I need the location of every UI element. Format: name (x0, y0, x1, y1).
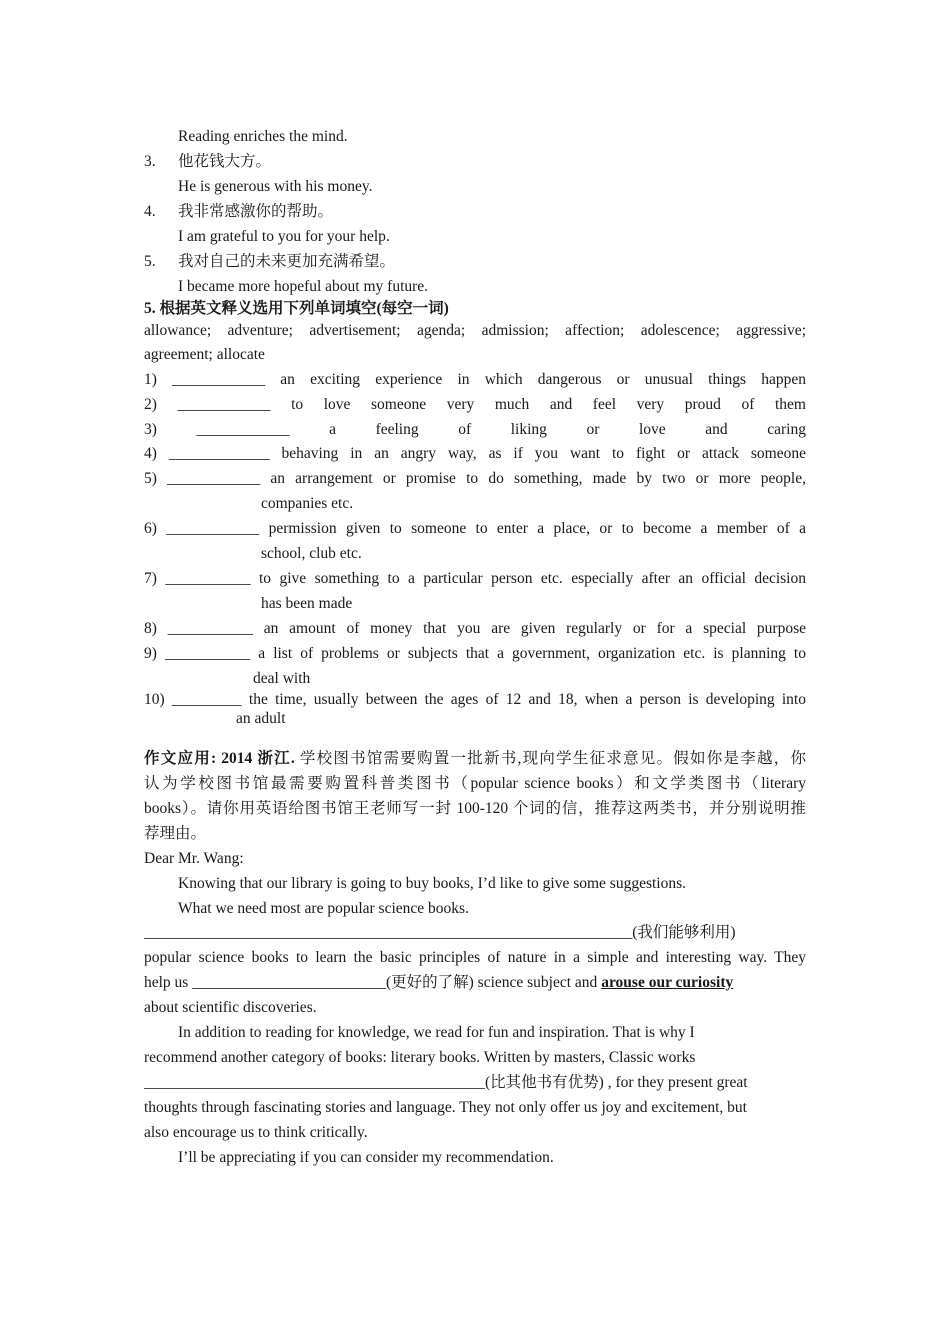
translation-item (0, 199, 950, 224)
writing-prompt-line2: 认为学校图书馆最需要购置科普类图书（popular science books）和文学类图书（literary (144, 775, 806, 792)
translation-item (0, 149, 950, 174)
item-number: 3. (144, 153, 156, 170)
letter-paragraph: about scientific discoveries. (144, 999, 317, 1016)
letter-paragraph: recommend another category of books: literary books. Written by masters, Classic works (144, 1049, 696, 1066)
letter-paragraph: help us _________________________(更好的了解) science subject and arouse our curiosity (144, 974, 734, 991)
vocab-item: 5) ____________ an arrangement or promise to do something, made by two or more people, (144, 470, 806, 487)
translation-prev-english: Reading enriches the mind. (178, 128, 348, 145)
letter-paragraph: also encourage us to think critically. (144, 1124, 368, 1141)
vocab-item: 3) ____________ a feeling of liking or love and caring (144, 421, 806, 438)
underlined-phrase: arouse our curiosity (601, 974, 734, 991)
vocab-item-continuation: school, club etc. (261, 545, 362, 562)
translation-item (0, 249, 950, 274)
vocab-item-continuation: an adult (236, 710, 286, 727)
item-chinese: 我非常感激你的帮助。 (178, 203, 334, 220)
item-chinese: 我对自己的未来更加充满希望。 (178, 253, 396, 270)
writing-prompt-line3: books）。请你用英语给图书馆王老师写一封 100-120 个词的信，推荐这两类书，并分别说明推 (144, 800, 806, 817)
vocab-item: 10) _________ the time, usually between the ages of 12 and 18, when a person is developing into (144, 691, 806, 708)
vocab-item: 1) ____________ an exciting experience in which dangerous or unusual things happen (144, 371, 806, 388)
writing-prompt-line1: 作文应用: 2014 浙江. 学校图书馆需要购置一批新书,现向学生征求意见。假如你是李越，你 (144, 750, 806, 767)
item-english: I am grateful to you for your help. (178, 228, 390, 245)
letter-blank-line: ____________________________________________(比其他书有优势) , for they present great (144, 1074, 748, 1091)
vocab-word-bank-line1: allowance; adventure; advertisement; agenda; admission; affection; adolescence; aggressive; (144, 322, 806, 339)
letter-paragraph: popular science books to learn the basic principles of nature in a simple and interesting way. They (144, 949, 806, 966)
letter-blank-line: _______________________________________________________________(我们能够利用) (144, 924, 736, 941)
vocab-item: 6) ____________ permission given to someone to enter a place, or to become a member of a (144, 520, 806, 537)
vocab-item: 9) ___________ a list of problems or subjects that a government, organization etc. is planning to (144, 645, 806, 662)
vocab-item: 4) _____________ behaving in an angry way, as if you want to fight or attack someone (144, 445, 806, 462)
vocab-word-bank-line2: agreement; allocate (144, 346, 265, 363)
letter-salutation: Dear Mr. Wang: (144, 850, 244, 867)
writing-title: 作文应用: 2014 浙江. (144, 750, 295, 767)
item-english: I became more hopeful about my future. (178, 278, 429, 295)
vocab-item: 8) ___________ an amount of money that you are given regularly or for a special purpose (144, 620, 806, 637)
writing-prompt-line4: 荐理由。 (144, 825, 207, 842)
vocab-heading: 5. 根据英文释义选用下列单词填空(每空一词) (144, 300, 449, 317)
item-english: He is generous with his money. (178, 178, 373, 195)
vocab-item-continuation: companies etc. (261, 495, 354, 512)
letter-paragraph: thoughts through fascinating stories and language. They not only offer us joy and excitement, but (144, 1099, 747, 1116)
letter-paragraph: In addition to reading for knowledge, we read for fun and inspiration. That is why I (178, 1024, 695, 1041)
vocab-item-continuation: deal with (253, 670, 311, 687)
vocab-item-continuation: has been made (261, 595, 353, 612)
letter-paragraph: Knowing that our library is going to buy books, I’d like to give some suggestions. (178, 875, 687, 892)
letter-paragraph: I’ll be appreciating if you can consider my recommendation. (178, 1149, 554, 1166)
item-number: 5. (144, 253, 156, 270)
letter-paragraph: What we need most are popular science books. (178, 900, 469, 917)
item-number: 4. (144, 203, 156, 220)
vocab-item: 2) ____________ to love someone very much and feel very proud of them (144, 396, 806, 413)
item-chinese: 他花钱大方。 (178, 153, 272, 170)
vocab-item: 7) ___________ to give something to a particular person etc. especially after an official decision (144, 570, 806, 587)
